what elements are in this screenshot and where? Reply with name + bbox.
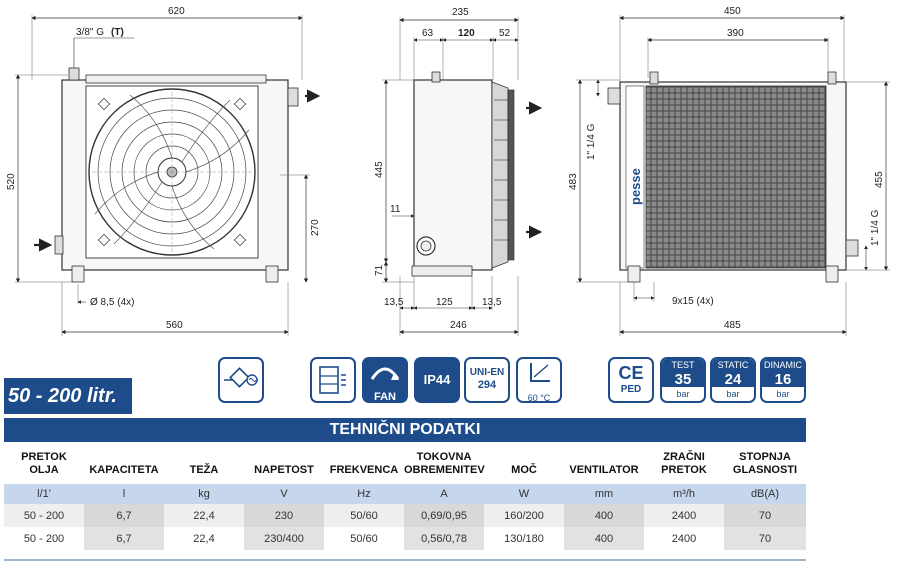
test-pressure-unit: bar xyxy=(676,389,690,399)
dynamic-pressure-title: DINAMIC xyxy=(764,360,802,370)
table-cell: 0,69/0,95 xyxy=(404,504,484,527)
header-power: MOČ xyxy=(511,464,537,476)
table-cell: 400 xyxy=(564,527,644,550)
ip-rating-badge: IP44 xyxy=(414,357,460,403)
dim-rear-height-right: 455 xyxy=(874,171,885,188)
dynamic-pressure-unit: bar xyxy=(776,389,790,399)
dim-side-offset: 11 xyxy=(390,204,401,215)
brand-logo: pesse xyxy=(628,168,643,205)
unit-cell: W xyxy=(484,484,564,504)
table-units-row xyxy=(4,484,806,504)
rear-view xyxy=(568,6,890,336)
uni-en-badge xyxy=(464,357,510,403)
unit-cell: l xyxy=(84,484,164,504)
dim-front-height: 520 xyxy=(6,173,17,190)
unit-cell: dB(A) xyxy=(724,484,806,504)
flow-range-title: 50 - 200 litr. xyxy=(4,378,132,414)
temperature-label: 60 °C xyxy=(527,393,551,403)
uni-en-top: UNI-EN xyxy=(469,367,505,378)
table-cell: 22,4 xyxy=(164,527,244,550)
unit-cell: A xyxy=(404,484,484,504)
table-cell: 70 xyxy=(724,504,806,527)
static-pressure-unit: bar xyxy=(726,389,740,399)
static-pressure-badge xyxy=(710,357,756,403)
table-row xyxy=(4,527,806,550)
table-cell: 70 xyxy=(724,527,806,550)
header-fan: VENTILATOR xyxy=(569,464,639,476)
dim-rear-width: 450 xyxy=(724,6,741,17)
dim-port-label-bold: (T) xyxy=(111,27,124,38)
table-cell: 160/200 xyxy=(484,504,564,527)
table-bottom-rule xyxy=(4,559,806,561)
table-cell: 50 - 200 xyxy=(4,504,84,527)
unit-cell: kg xyxy=(164,484,244,504)
unit-cell: Hz xyxy=(324,484,404,504)
dim-slot-label: 9x15 (4x) xyxy=(672,296,714,307)
side-view xyxy=(374,7,540,336)
dim-rear-inner: 390 xyxy=(727,28,744,39)
header-noise-level: STOPNJA GLASNOSTI xyxy=(732,451,798,476)
table-cell: 0,56/0,78 xyxy=(404,527,484,550)
table-cell: 6,7 xyxy=(84,527,164,550)
table-cell: 50/60 xyxy=(324,504,404,527)
dim-side-height: 445 xyxy=(374,161,385,178)
dim-side-d2: 120 xyxy=(458,28,475,39)
test-pressure-title: TEST xyxy=(662,359,704,372)
unit-cell: V xyxy=(244,484,324,504)
dim-hole-label: Ø 8,5 (4x) xyxy=(90,297,135,308)
dim-side-bottom: 71 xyxy=(374,264,385,276)
table-cell: 50 - 200 xyxy=(4,527,84,550)
dim-front-width: 620 xyxy=(168,6,185,17)
dim-port-label: 3/8" G xyxy=(76,27,105,38)
header-current-load: TOKOVNA OBREMENITEV xyxy=(404,451,485,476)
ce-mark: CE xyxy=(618,363,644,383)
dim-side-d1: 63 xyxy=(422,28,434,39)
uni-en-bottom: 294 xyxy=(477,379,497,391)
header-oil-flow: PRETOK OLJA xyxy=(21,451,67,476)
unit-cell: l/1' xyxy=(4,484,84,504)
dim-rear-base: 485 xyxy=(724,320,741,331)
table-cell: 2400 xyxy=(644,527,724,550)
header-voltage: NAPETOST xyxy=(254,464,314,476)
table-cell: 230/400 xyxy=(244,527,324,550)
heat-exchanger-icon xyxy=(310,357,356,403)
dim-side-d3: 52 xyxy=(499,28,511,39)
dynamic-pressure-value: 16 xyxy=(762,372,804,387)
header-frequency: FREKVENCA xyxy=(329,464,399,476)
table-cell: 130/180 xyxy=(484,527,564,550)
table-cell: 400 xyxy=(564,504,644,527)
dynamic-pressure-badge xyxy=(760,357,806,403)
test-pressure-badge xyxy=(660,357,706,403)
fan-badge xyxy=(362,357,408,403)
front-view xyxy=(6,6,321,336)
temperature-badge xyxy=(516,357,562,403)
dim-side-f2: 125 xyxy=(436,297,453,308)
table-cell: 6,7 xyxy=(84,504,164,527)
dim-port-upper: 1" 1/4 G xyxy=(586,123,597,160)
static-pressure-value: 24 xyxy=(712,372,754,387)
dim-front-base: 560 xyxy=(166,320,183,331)
ped-label: PED xyxy=(620,384,642,395)
table-cell: 22,4 xyxy=(164,504,244,527)
header-air-flow: ZRAČNI PRETOK xyxy=(661,451,707,476)
header-capacity: KAPACITETA xyxy=(89,464,159,476)
fan-label: FAN xyxy=(374,391,396,403)
tech-data-title: TEHNIČNI PODATKI xyxy=(4,418,806,442)
static-pressure-title: STATIC xyxy=(712,359,754,372)
dim-port-height: 270 xyxy=(310,219,321,236)
fan-icon xyxy=(362,357,408,385)
dim-side-f1: 13,5 xyxy=(384,297,404,308)
table-cell: 50/60 xyxy=(324,527,404,550)
dim-side-base: 246 xyxy=(450,320,467,331)
unit-cell: m³/h xyxy=(644,484,724,504)
header-weight: TEŽA xyxy=(189,464,219,476)
table-row xyxy=(4,504,806,527)
table-cell: 2400 xyxy=(644,504,724,527)
thermometer-icon xyxy=(518,359,560,387)
table-cell: 230 xyxy=(244,504,324,527)
dim-rear-height-left: 483 xyxy=(568,173,579,190)
dim-side-f3: 13,5 xyxy=(482,297,502,308)
test-pressure-value: 35 xyxy=(662,372,704,387)
table-header-row xyxy=(4,444,806,484)
dim-side-depth: 235 xyxy=(452,7,469,18)
ce-ped-badge xyxy=(608,357,654,403)
tech-data-table xyxy=(4,444,806,550)
hydraulic-symbol-icon xyxy=(218,357,264,403)
dim-port-lower: 1" 1/4 G xyxy=(870,209,881,246)
unit-cell: mm xyxy=(564,484,644,504)
